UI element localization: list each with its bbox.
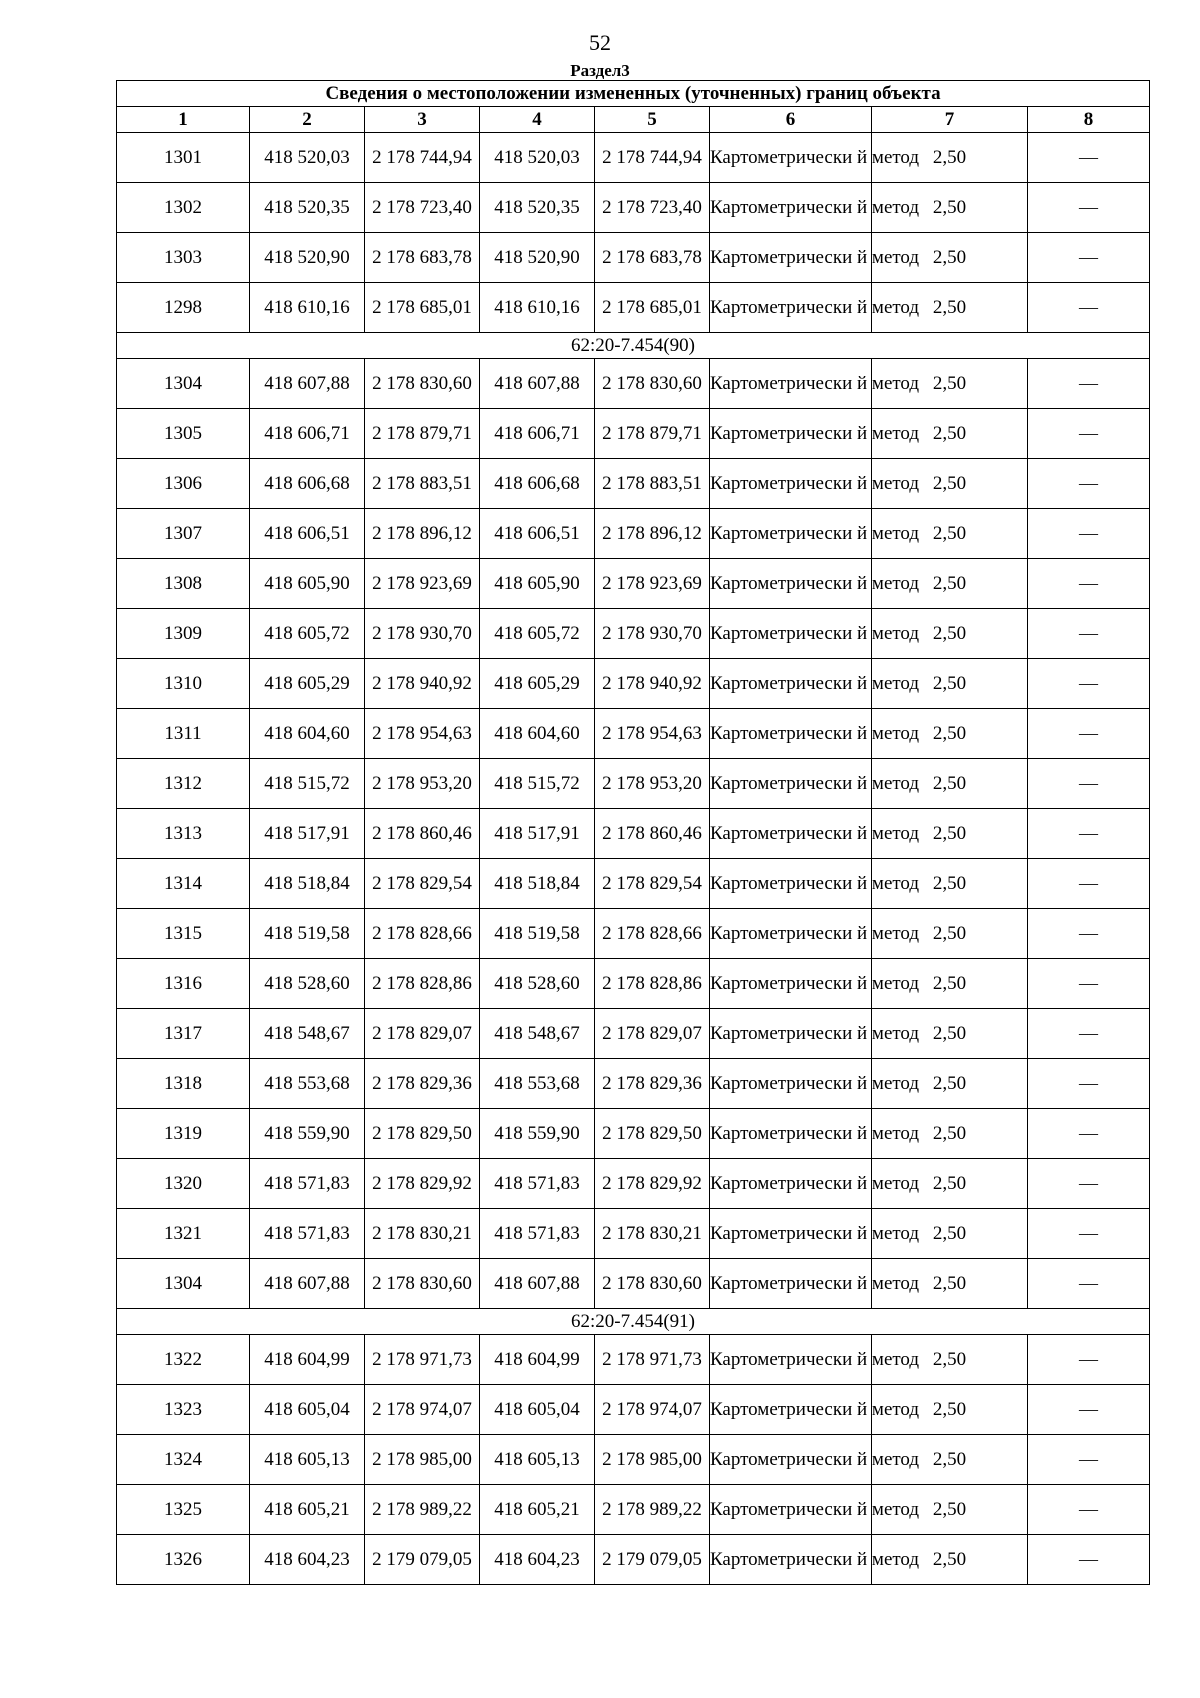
accuracy-cell: 2,50 bbox=[872, 1059, 1028, 1109]
x-coordinate-cell: 418 515,72 bbox=[250, 759, 365, 809]
x-coordinate-cell: 418 528,60 bbox=[480, 959, 595, 1009]
point-number-cell: 1302 bbox=[117, 183, 250, 233]
y-coordinate-cell: 2 178 830,60 bbox=[365, 1259, 480, 1309]
y-coordinate-cell: 2 178 883,51 bbox=[365, 459, 480, 509]
x-coordinate-cell: 418 518,84 bbox=[250, 859, 365, 909]
x-coordinate-cell: 418 607,88 bbox=[480, 1259, 595, 1309]
description-cell: — bbox=[1028, 909, 1150, 959]
x-coordinate-cell: 418 604,23 bbox=[250, 1535, 365, 1585]
table-row bbox=[117, 459, 1150, 509]
method-cell: Картометрически й метод bbox=[710, 759, 872, 809]
point-number-cell: 1324 bbox=[117, 1435, 250, 1485]
accuracy-cell: 2,50 bbox=[872, 709, 1028, 759]
x-coordinate-cell: 418 520,03 bbox=[480, 133, 595, 183]
table-row bbox=[117, 133, 1150, 183]
y-coordinate-cell: 2 178 940,92 bbox=[595, 659, 710, 709]
x-coordinate-cell: 418 571,83 bbox=[250, 1159, 365, 1209]
y-coordinate-cell: 2 178 923,69 bbox=[595, 559, 710, 609]
table-row bbox=[117, 1435, 1150, 1485]
accuracy-cell: 2,50 bbox=[872, 759, 1028, 809]
description-cell: — bbox=[1028, 1109, 1150, 1159]
accuracy-cell: 2,50 bbox=[872, 809, 1028, 859]
description-cell: — bbox=[1028, 409, 1150, 459]
method-cell: Картометрически й метод bbox=[710, 1385, 872, 1435]
x-coordinate-cell: 418 606,71 bbox=[250, 409, 365, 459]
x-coordinate-cell: 418 605,72 bbox=[480, 609, 595, 659]
description-cell: — bbox=[1028, 233, 1150, 283]
point-number-cell: 1298 bbox=[117, 283, 250, 333]
x-coordinate-cell: 418 553,68 bbox=[250, 1059, 365, 1109]
accuracy-cell: 2,50 bbox=[872, 1109, 1028, 1159]
x-coordinate-cell: 418 548,67 bbox=[250, 1009, 365, 1059]
x-coordinate-cell: 418 605,04 bbox=[480, 1385, 595, 1435]
table-row bbox=[117, 359, 1150, 409]
y-coordinate-cell: 2 178 930,70 bbox=[365, 609, 480, 659]
table-row bbox=[117, 1109, 1150, 1159]
y-coordinate-cell: 2 178 879,71 bbox=[365, 409, 480, 459]
x-coordinate-cell: 418 517,91 bbox=[250, 809, 365, 859]
point-number-cell: 1319 bbox=[117, 1109, 250, 1159]
description-cell: — bbox=[1028, 459, 1150, 509]
y-coordinate-cell: 2 178 828,86 bbox=[365, 959, 480, 1009]
x-coordinate-cell: 418 520,90 bbox=[250, 233, 365, 283]
method-cell: Картометрически й метод bbox=[710, 1485, 872, 1535]
section-title: Раздел3 bbox=[570, 61, 630, 80]
column-header: 1 bbox=[117, 107, 250, 133]
description-cell: — bbox=[1028, 1059, 1150, 1109]
point-number-cell: 1321 bbox=[117, 1209, 250, 1259]
x-coordinate-cell: 418 515,72 bbox=[480, 759, 595, 809]
table-row bbox=[117, 1385, 1150, 1435]
x-coordinate-cell: 418 605,29 bbox=[250, 659, 365, 709]
method-cell: Картометрически й метод bbox=[710, 1109, 872, 1159]
method-cell: Картометрически й метод bbox=[710, 283, 872, 333]
y-coordinate-cell: 2 178 989,22 bbox=[365, 1485, 480, 1535]
y-coordinate-cell: 2 178 723,40 bbox=[365, 183, 480, 233]
point-number-cell: 1303 bbox=[117, 233, 250, 283]
point-number-cell: 1311 bbox=[117, 709, 250, 759]
point-number-cell: 1326 bbox=[117, 1535, 250, 1585]
x-coordinate-cell: 418 605,90 bbox=[480, 559, 595, 609]
point-number-cell: 1312 bbox=[117, 759, 250, 809]
description-cell: — bbox=[1028, 759, 1150, 809]
column-header: 5 bbox=[595, 107, 710, 133]
column-header: 2 bbox=[250, 107, 365, 133]
x-coordinate-cell: 418 548,67 bbox=[480, 1009, 595, 1059]
x-coordinate-cell: 418 520,35 bbox=[480, 183, 595, 233]
x-coordinate-cell: 418 571,83 bbox=[480, 1209, 595, 1259]
x-coordinate-cell: 418 607,88 bbox=[250, 359, 365, 409]
description-cell: — bbox=[1028, 1335, 1150, 1385]
y-coordinate-cell: 2 178 828,66 bbox=[365, 909, 480, 959]
table-row bbox=[117, 909, 1150, 959]
point-number-cell: 1310 bbox=[117, 659, 250, 709]
y-coordinate-cell: 2 178 985,00 bbox=[365, 1435, 480, 1485]
y-coordinate-cell: 2 178 683,78 bbox=[595, 233, 710, 283]
accuracy-cell: 2,50 bbox=[872, 1209, 1028, 1259]
description-cell: — bbox=[1028, 1485, 1150, 1535]
method-cell: Картометрически й метод bbox=[710, 859, 872, 909]
x-coordinate-cell: 418 604,23 bbox=[480, 1535, 595, 1585]
description-cell: — bbox=[1028, 133, 1150, 183]
point-number-cell: 1304 bbox=[117, 1259, 250, 1309]
y-coordinate-cell: 2 178 971,73 bbox=[365, 1335, 480, 1385]
description-cell: — bbox=[1028, 859, 1150, 909]
y-coordinate-cell: 2 178 829,92 bbox=[365, 1159, 480, 1209]
accuracy-cell: 2,50 bbox=[872, 1435, 1028, 1485]
x-coordinate-cell: 418 607,88 bbox=[480, 359, 595, 409]
x-coordinate-cell: 418 519,58 bbox=[250, 909, 365, 959]
description-cell: — bbox=[1028, 1435, 1150, 1485]
accuracy-cell: 2,50 bbox=[872, 409, 1028, 459]
description-cell: — bbox=[1028, 183, 1150, 233]
description-cell: — bbox=[1028, 1009, 1150, 1059]
accuracy-cell: 2,50 bbox=[872, 1009, 1028, 1059]
x-coordinate-cell: 418 571,83 bbox=[250, 1209, 365, 1259]
x-coordinate-cell: 418 519,58 bbox=[480, 909, 595, 959]
point-number-cell: 1318 bbox=[117, 1059, 250, 1109]
table-title: Сведения о местоположении измененных (уточненных) границ объекта bbox=[117, 81, 1150, 107]
method-cell: Картометрически й метод bbox=[710, 909, 872, 959]
x-coordinate-cell: 418 607,88 bbox=[250, 1259, 365, 1309]
column-header: 7 bbox=[872, 107, 1028, 133]
accuracy-cell: 2,50 bbox=[872, 909, 1028, 959]
point-number-cell: 1323 bbox=[117, 1385, 250, 1435]
description-cell: — bbox=[1028, 609, 1150, 659]
table-row bbox=[117, 959, 1150, 1009]
table-row bbox=[117, 233, 1150, 283]
contour-label: 62:20-7.454(90) bbox=[117, 333, 1150, 359]
x-coordinate-cell: 418 606,71 bbox=[480, 409, 595, 459]
accuracy-cell: 2,50 bbox=[872, 233, 1028, 283]
y-coordinate-cell: 2 178 953,20 bbox=[595, 759, 710, 809]
x-coordinate-cell: 418 610,16 bbox=[250, 283, 365, 333]
description-cell: — bbox=[1028, 809, 1150, 859]
table-row bbox=[117, 1535, 1150, 1585]
x-coordinate-cell: 418 518,84 bbox=[480, 859, 595, 909]
description-cell: — bbox=[1028, 559, 1150, 609]
point-number-cell: 1308 bbox=[117, 559, 250, 609]
x-coordinate-cell: 418 605,72 bbox=[250, 609, 365, 659]
x-coordinate-cell: 418 605,13 bbox=[250, 1435, 365, 1485]
y-coordinate-cell: 2 178 829,50 bbox=[595, 1109, 710, 1159]
point-number-cell: 1314 bbox=[117, 859, 250, 909]
y-coordinate-cell: 2 178 829,07 bbox=[365, 1009, 480, 1059]
x-coordinate-cell: 418 606,51 bbox=[250, 509, 365, 559]
point-number-cell: 1301 bbox=[117, 133, 250, 183]
table-body bbox=[117, 81, 1150, 1585]
y-coordinate-cell: 2 178 896,12 bbox=[365, 509, 480, 559]
y-coordinate-cell: 2 178 830,21 bbox=[595, 1209, 710, 1259]
x-coordinate-cell: 418 605,13 bbox=[480, 1435, 595, 1485]
y-coordinate-cell: 2 178 685,01 bbox=[595, 283, 710, 333]
x-coordinate-cell: 418 604,60 bbox=[250, 709, 365, 759]
x-coordinate-cell: 418 604,60 bbox=[480, 709, 595, 759]
table-row bbox=[117, 409, 1150, 459]
method-cell: Картометрически й метод bbox=[710, 659, 872, 709]
y-coordinate-cell: 2 178 971,73 bbox=[595, 1335, 710, 1385]
contour-label: 62:20-7.454(91) bbox=[117, 1309, 1150, 1335]
y-coordinate-cell: 2 178 830,60 bbox=[595, 359, 710, 409]
description-cell: — bbox=[1028, 1259, 1150, 1309]
method-cell: Картометрически й метод bbox=[710, 1059, 872, 1109]
description-cell: — bbox=[1028, 283, 1150, 333]
point-number-cell: 1313 bbox=[117, 809, 250, 859]
column-header: 6 bbox=[710, 107, 872, 133]
table-row bbox=[117, 183, 1150, 233]
x-coordinate-cell: 418 553,68 bbox=[480, 1059, 595, 1109]
table-row bbox=[117, 559, 1150, 609]
y-coordinate-cell: 2 178 830,60 bbox=[595, 1259, 710, 1309]
y-coordinate-cell: 2 178 896,12 bbox=[595, 509, 710, 559]
table-row bbox=[117, 609, 1150, 659]
x-coordinate-cell: 418 559,90 bbox=[480, 1109, 595, 1159]
table-row bbox=[117, 1059, 1150, 1109]
accuracy-cell: 2,50 bbox=[872, 1535, 1028, 1585]
x-coordinate-cell: 418 605,29 bbox=[480, 659, 595, 709]
accuracy-cell: 2,50 bbox=[872, 1385, 1028, 1435]
x-coordinate-cell: 418 528,60 bbox=[250, 959, 365, 1009]
y-coordinate-cell: 2 178 723,40 bbox=[595, 183, 710, 233]
y-coordinate-cell: 2 179 079,05 bbox=[365, 1535, 480, 1585]
point-number-cell: 1317 bbox=[117, 1009, 250, 1059]
method-cell: Картометрически й метод bbox=[710, 1335, 872, 1385]
x-coordinate-cell: 418 520,90 bbox=[480, 233, 595, 283]
y-coordinate-cell: 2 178 930,70 bbox=[595, 609, 710, 659]
method-cell: Картометрически й метод bbox=[710, 809, 872, 859]
x-coordinate-cell: 418 604,99 bbox=[480, 1335, 595, 1385]
method-cell: Картометрически й метод bbox=[710, 1159, 872, 1209]
x-coordinate-cell: 418 606,51 bbox=[480, 509, 595, 559]
accuracy-cell: 2,50 bbox=[872, 1335, 1028, 1385]
table-row bbox=[117, 859, 1150, 909]
contour-label-row bbox=[117, 1309, 1150, 1335]
table-row bbox=[117, 809, 1150, 859]
y-coordinate-cell: 2 178 829,36 bbox=[365, 1059, 480, 1109]
table-row bbox=[117, 283, 1150, 333]
column-header: 3 bbox=[365, 107, 480, 133]
y-coordinate-cell: 2 178 683,78 bbox=[365, 233, 480, 283]
table-row bbox=[117, 1159, 1150, 1209]
method-cell: Картометрически й метод bbox=[710, 1535, 872, 1585]
y-coordinate-cell: 2 178 860,46 bbox=[595, 809, 710, 859]
x-coordinate-cell: 418 605,21 bbox=[250, 1485, 365, 1535]
table-row bbox=[117, 659, 1150, 709]
x-coordinate-cell: 418 520,03 bbox=[250, 133, 365, 183]
x-coordinate-cell: 418 604,99 bbox=[250, 1335, 365, 1385]
description-cell: — bbox=[1028, 359, 1150, 409]
method-cell: Картометрически й метод bbox=[710, 1009, 872, 1059]
y-coordinate-cell: 2 178 953,20 bbox=[365, 759, 480, 809]
method-cell: Картометрически й метод bbox=[710, 183, 872, 233]
accuracy-cell: 2,50 bbox=[872, 1485, 1028, 1535]
description-cell: — bbox=[1028, 959, 1150, 1009]
method-cell: Картометрически й метод bbox=[710, 233, 872, 283]
y-coordinate-cell: 2 178 879,71 bbox=[595, 409, 710, 459]
accuracy-cell: 2,50 bbox=[872, 559, 1028, 609]
x-coordinate-cell: 418 520,35 bbox=[250, 183, 365, 233]
x-coordinate-cell: 418 605,04 bbox=[250, 1385, 365, 1435]
table-row bbox=[117, 1485, 1150, 1535]
y-coordinate-cell: 2 178 829,36 bbox=[595, 1059, 710, 1109]
table-row bbox=[117, 1335, 1150, 1385]
point-number-cell: 1306 bbox=[117, 459, 250, 509]
table-row bbox=[117, 1209, 1150, 1259]
accuracy-cell: 2,50 bbox=[872, 283, 1028, 333]
y-coordinate-cell: 2 178 830,21 bbox=[365, 1209, 480, 1259]
table-row bbox=[117, 759, 1150, 809]
method-cell: Картометрически й метод bbox=[710, 709, 872, 759]
method-cell: Картометрически й метод bbox=[710, 459, 872, 509]
description-cell: — bbox=[1028, 1385, 1150, 1435]
y-coordinate-cell: 2 178 860,46 bbox=[365, 809, 480, 859]
y-coordinate-cell: 2 178 829,54 bbox=[365, 859, 480, 909]
y-coordinate-cell: 2 178 828,66 bbox=[595, 909, 710, 959]
method-cell: Картометрически й метод bbox=[710, 959, 872, 1009]
y-coordinate-cell: 2 178 744,94 bbox=[595, 133, 710, 183]
method-cell: Картометрически й метод bbox=[710, 1259, 872, 1309]
method-cell: Картометрически й метод bbox=[710, 509, 872, 559]
x-coordinate-cell: 418 605,90 bbox=[250, 559, 365, 609]
y-coordinate-cell: 2 178 829,92 bbox=[595, 1159, 710, 1209]
page-number: 52 bbox=[589, 30, 611, 55]
x-coordinate-cell: 418 606,68 bbox=[250, 459, 365, 509]
accuracy-cell: 2,50 bbox=[872, 459, 1028, 509]
method-cell: Картометрически й метод bbox=[710, 409, 872, 459]
accuracy-cell: 2,50 bbox=[872, 859, 1028, 909]
method-cell: Картометрически й метод bbox=[710, 559, 872, 609]
y-coordinate-cell: 2 178 828,86 bbox=[595, 959, 710, 1009]
table-row bbox=[117, 709, 1150, 759]
method-cell: Картометрически й метод bbox=[710, 133, 872, 183]
y-coordinate-cell: 2 178 883,51 bbox=[595, 459, 710, 509]
accuracy-cell: 2,50 bbox=[872, 609, 1028, 659]
y-coordinate-cell: 2 178 685,01 bbox=[365, 283, 480, 333]
y-coordinate-cell: 2 179 079,05 bbox=[595, 1535, 710, 1585]
column-header: 4 bbox=[480, 107, 595, 133]
point-number-cell: 1315 bbox=[117, 909, 250, 959]
y-coordinate-cell: 2 178 954,63 bbox=[365, 709, 480, 759]
x-coordinate-cell: 418 610,16 bbox=[480, 283, 595, 333]
y-coordinate-cell: 2 178 744,94 bbox=[365, 133, 480, 183]
contour-label-row bbox=[117, 333, 1150, 359]
accuracy-cell: 2,50 bbox=[872, 359, 1028, 409]
accuracy-cell: 2,50 bbox=[872, 1159, 1028, 1209]
column-header: 8 bbox=[1028, 107, 1150, 133]
column-number-row bbox=[117, 107, 1150, 133]
method-cell: Картометрически й метод bbox=[710, 609, 872, 659]
y-coordinate-cell: 2 178 985,00 bbox=[595, 1435, 710, 1485]
accuracy-cell: 2,50 bbox=[872, 959, 1028, 1009]
y-coordinate-cell: 2 178 829,54 bbox=[595, 859, 710, 909]
description-cell: — bbox=[1028, 1209, 1150, 1259]
table-row bbox=[117, 509, 1150, 559]
accuracy-cell: 2,50 bbox=[872, 133, 1028, 183]
y-coordinate-cell: 2 178 830,60 bbox=[365, 359, 480, 409]
table-row bbox=[117, 1259, 1150, 1309]
y-coordinate-cell: 2 178 923,69 bbox=[365, 559, 480, 609]
x-coordinate-cell: 418 605,21 bbox=[480, 1485, 595, 1535]
point-number-cell: 1307 bbox=[117, 509, 250, 559]
x-coordinate-cell: 418 559,90 bbox=[250, 1109, 365, 1159]
boundary-coordinates-table bbox=[116, 80, 1150, 1585]
x-coordinate-cell: 418 606,68 bbox=[480, 459, 595, 509]
point-number-cell: 1305 bbox=[117, 409, 250, 459]
method-cell: Картометрически й метод bbox=[710, 1435, 872, 1485]
description-cell: — bbox=[1028, 709, 1150, 759]
y-coordinate-cell: 2 178 974,07 bbox=[365, 1385, 480, 1435]
table-title-row bbox=[117, 81, 1150, 107]
point-number-cell: 1322 bbox=[117, 1335, 250, 1385]
point-number-cell: 1309 bbox=[117, 609, 250, 659]
point-number-cell: 1320 bbox=[117, 1159, 250, 1209]
accuracy-cell: 2,50 bbox=[872, 1259, 1028, 1309]
accuracy-cell: 2,50 bbox=[872, 183, 1028, 233]
y-coordinate-cell: 2 178 989,22 bbox=[595, 1485, 710, 1535]
description-cell: — bbox=[1028, 1159, 1150, 1209]
point-number-cell: 1316 bbox=[117, 959, 250, 1009]
y-coordinate-cell: 2 178 974,07 bbox=[595, 1385, 710, 1435]
description-cell: — bbox=[1028, 659, 1150, 709]
description-cell: — bbox=[1028, 509, 1150, 559]
point-number-cell: 1325 bbox=[117, 1485, 250, 1535]
y-coordinate-cell: 2 178 829,50 bbox=[365, 1109, 480, 1159]
x-coordinate-cell: 418 571,83 bbox=[480, 1159, 595, 1209]
description-cell: — bbox=[1028, 1535, 1150, 1585]
y-coordinate-cell: 2 178 954,63 bbox=[595, 709, 710, 759]
point-number-cell: 1304 bbox=[117, 359, 250, 409]
y-coordinate-cell: 2 178 940,92 bbox=[365, 659, 480, 709]
method-cell: Картометрически й метод bbox=[710, 1209, 872, 1259]
accuracy-cell: 2,50 bbox=[872, 659, 1028, 709]
y-coordinate-cell: 2 178 829,07 bbox=[595, 1009, 710, 1059]
method-cell: Картометрически й метод bbox=[710, 359, 872, 409]
table-row bbox=[117, 1009, 1150, 1059]
accuracy-cell: 2,50 bbox=[872, 509, 1028, 559]
x-coordinate-cell: 418 517,91 bbox=[480, 809, 595, 859]
